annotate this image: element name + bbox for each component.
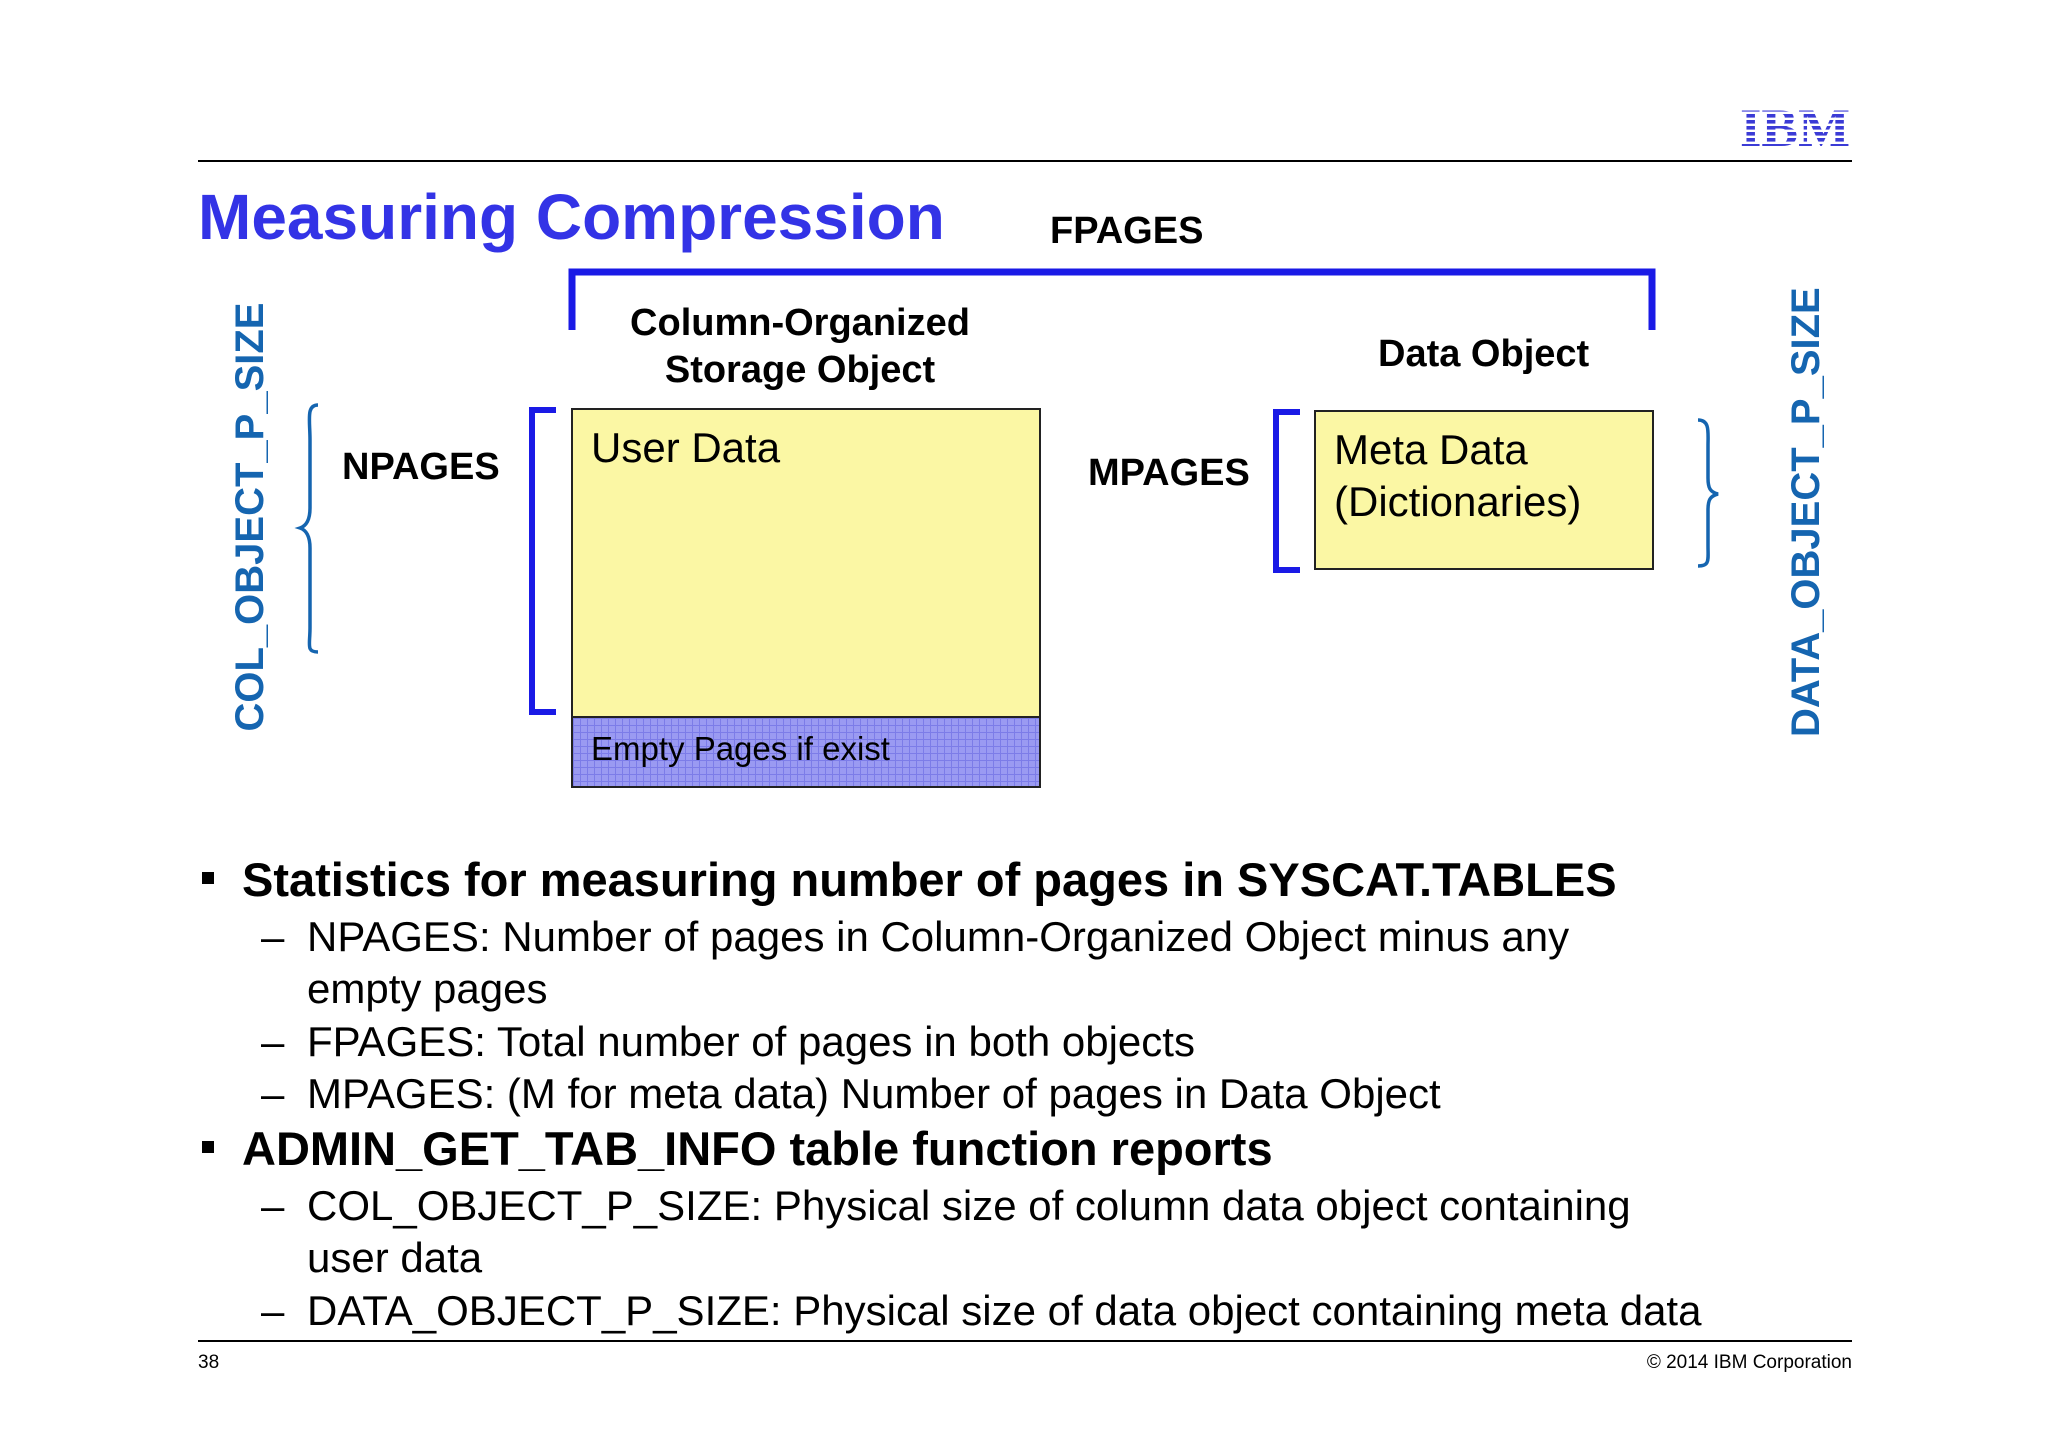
npages-label: NPAGES xyxy=(342,446,500,488)
bullet-statistics-heading xyxy=(242,852,1617,907)
col-object-p-size-label: COL_OBJECT_P_SIZE xyxy=(228,302,272,732)
bullet-admin-heading xyxy=(242,1121,1273,1176)
sub-bullet-text: COL_OBJECT_P_SIZE: Physical size of column data object containing xyxy=(307,1182,1631,1229)
meta-data-line2: (Dictionaries) xyxy=(1334,478,1582,525)
mpages-label: MPAGES xyxy=(1088,452,1250,494)
dash-icon: – xyxy=(261,1018,285,1065)
sub-bullet-data-size xyxy=(261,1285,1702,1337)
sub-bullet-col-size xyxy=(261,1180,1631,1232)
dash-icon: – xyxy=(261,1287,285,1334)
data-size-brace xyxy=(1698,420,1718,566)
sub-bullet-text: NPAGES: Number of pages in Column-Organized Object minus any xyxy=(307,913,1570,960)
bullet-statistics-text: Statistics for measuring number of pages in SYSCAT.TABLES xyxy=(242,853,1617,906)
meta-data-box xyxy=(1314,410,1654,570)
sub-bullet-npages-cont xyxy=(307,963,547,1015)
dash-icon: – xyxy=(261,1182,285,1229)
meta-data-label xyxy=(1334,424,1581,528)
sub-bullet-text: empty pages xyxy=(307,965,548,1012)
column-organized-storage-object-label: Column-Organized Storage Object xyxy=(630,302,970,391)
user-data-label: User Data xyxy=(591,424,781,471)
meta-data-line1: Meta Data xyxy=(1334,426,1528,473)
empty-pages-label: Empty Pages if exist xyxy=(591,730,890,767)
sub-bullet-mpages xyxy=(261,1068,1441,1120)
sub-bullet-text: DATA_OBJECT_P_SIZE: Physical size of data object containing meta data xyxy=(307,1287,1702,1334)
square-bullet-icon xyxy=(202,1141,214,1153)
sub-bullet-fpages xyxy=(261,1016,1195,1068)
col-size-brace xyxy=(300,405,318,652)
sub-bullet-npages xyxy=(261,911,1570,963)
bottom-rule xyxy=(198,1340,1852,1342)
dash-icon: – xyxy=(261,913,285,960)
fpages-bracket xyxy=(572,272,1652,330)
page-title: Measuring Compression xyxy=(198,181,945,253)
sub-bullet-col-size-cont xyxy=(307,1232,482,1284)
fpages-label: FPAGES xyxy=(1050,210,1204,252)
data-object-label: Data Object xyxy=(1378,333,1590,375)
bullet-admin-text: ADMIN_GET_TAB_INFO table function reports xyxy=(242,1122,1273,1175)
copyright-notice: © 2014 IBM Corporation xyxy=(1646,1352,1852,1373)
sub-bullet-text: user data xyxy=(307,1234,483,1281)
empty-pages-box xyxy=(571,716,1041,788)
sub-bullet-text: MPAGES: (M for meta data) Number of pages in Data Object xyxy=(307,1070,1441,1117)
square-bullet-icon xyxy=(202,872,214,884)
user-data-box xyxy=(571,408,1041,718)
sub-bullet-text: FPAGES: Total number of pages in both objects xyxy=(307,1018,1195,1065)
page-number: 38 xyxy=(198,1352,220,1373)
svg-text:IBM: IBM xyxy=(1740,102,1850,150)
mpages-bracket xyxy=(1276,412,1300,570)
dash-icon: – xyxy=(261,1070,285,1117)
npages-bracket xyxy=(532,410,556,712)
data-object-p-size-label: DATA_OBJECT_P_SIZE xyxy=(1784,287,1828,737)
